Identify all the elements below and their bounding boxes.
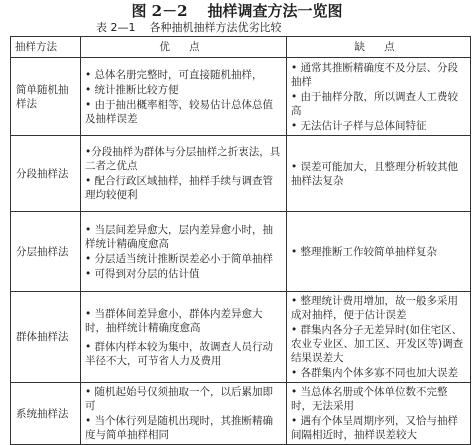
table-caption [96, 21, 282, 34]
method-cell: 系统抽样法 [11, 383, 81, 445]
cons-cell [287, 136, 471, 212]
pros-item: • 统计推断比较方便 [85, 83, 179, 96]
cons-item: • 遇有个体呈周期序列，又恰与抽样间隔相近时，抽样误差较大 [291, 415, 459, 441]
pros-item: • 当层间差异愈大，层内差异愈小时，抽样统计精确度愈高 [85, 223, 274, 250]
table-row [11, 58, 471, 136]
pros-item: • 当群体间差异愈小，群体内差异愈大时，抽样统计精确度愈高 [85, 307, 263, 334]
header-method: 抽样方法 [11, 37, 81, 58]
pros-item: • 随机起始号仅须抽取一个，以后累加即可 [85, 386, 274, 412]
cons-item: • 由于抽样分散，所以调查人工费较高 [291, 90, 459, 117]
pros-cell [81, 136, 287, 212]
cons-item: • 误差可能加大，且整理分析较其他抽样法复杂 [291, 160, 459, 187]
cons-item: • 无法估计子样与总体间特征 [291, 119, 427, 132]
pros-cell [81, 212, 287, 292]
cons-item: • 整理推断工作较简单抽样复杂 [291, 245, 438, 258]
cons-item: • 整理统计费用增加，故一般多采用成对抽样，便于估计误差 [291, 295, 459, 321]
table-caption-label: 表 2—1 [96, 21, 136, 34]
cons-cell [287, 58, 471, 136]
pros-cell [81, 58, 287, 136]
table-caption-text: 各种抽机抽样方法优劣比较 [149, 21, 282, 34]
cons-cell [287, 292, 471, 383]
figure-label: 图 2－2 [131, 2, 188, 20]
figure-title [0, 2, 474, 20]
cons-cell [287, 383, 471, 445]
pros-item: • 当个体行列是随机出现时，其推断精确度与简单抽样相同 [85, 415, 274, 441]
table-header-row [11, 37, 471, 58]
cons-item: • 当总体名册或个体单位数不完整时，无法采用 [291, 386, 448, 412]
cons-item: • 各群集内个体多寡不同也加大误差 [291, 367, 459, 379]
pros-cell [81, 292, 287, 383]
cons-cell [287, 212, 471, 292]
pros-item: • 由于抽出概率相等，较易估计总体总值及抽样误差 [85, 98, 274, 125]
pros-item: • 群体内样本较为集中，故调查人员行动半径不大，可节省人力及费用 [85, 340, 274, 367]
pros-item: •分段抽样为群体与分层抽样之折衷法，具二者之优点 [85, 146, 281, 172]
pros-item: • 分层适当统计推断误差必小于简单抽样 [85, 252, 274, 265]
pros-item: • 可得到对分层的估计值 [85, 267, 200, 280]
header-cons: 缺 点 [287, 37, 471, 58]
table-row [11, 212, 471, 292]
pros-item: • 总体名册完整时，可直接随机抽样， [85, 68, 263, 81]
cons-item: • 通常其推断精确度不及分层、分段抽样 [291, 61, 459, 88]
pros-item: • 配合行政区域抽样，抽样手续与调查管理均较便利 [85, 175, 274, 201]
method-cell: 简单随机抽样法 [11, 58, 81, 136]
method-cell: 分段抽样法 [11, 136, 81, 212]
comparison-table [10, 36, 471, 445]
table-row [11, 292, 471, 383]
method-cell: 群体抽样法 [11, 292, 81, 383]
table-row [11, 136, 471, 212]
cons-item: • 群集内各分子无差异时(如住宅区、农业专业区、加工区、开发区等)调查结果误差大 [291, 324, 464, 364]
method-cell: 分层抽样法 [11, 212, 81, 292]
pros-cell [81, 383, 287, 445]
figure-title-text: 抽样调查方法一览图 [207, 2, 343, 20]
table-row [11, 383, 471, 445]
header-pros: 优 点 [81, 37, 287, 58]
